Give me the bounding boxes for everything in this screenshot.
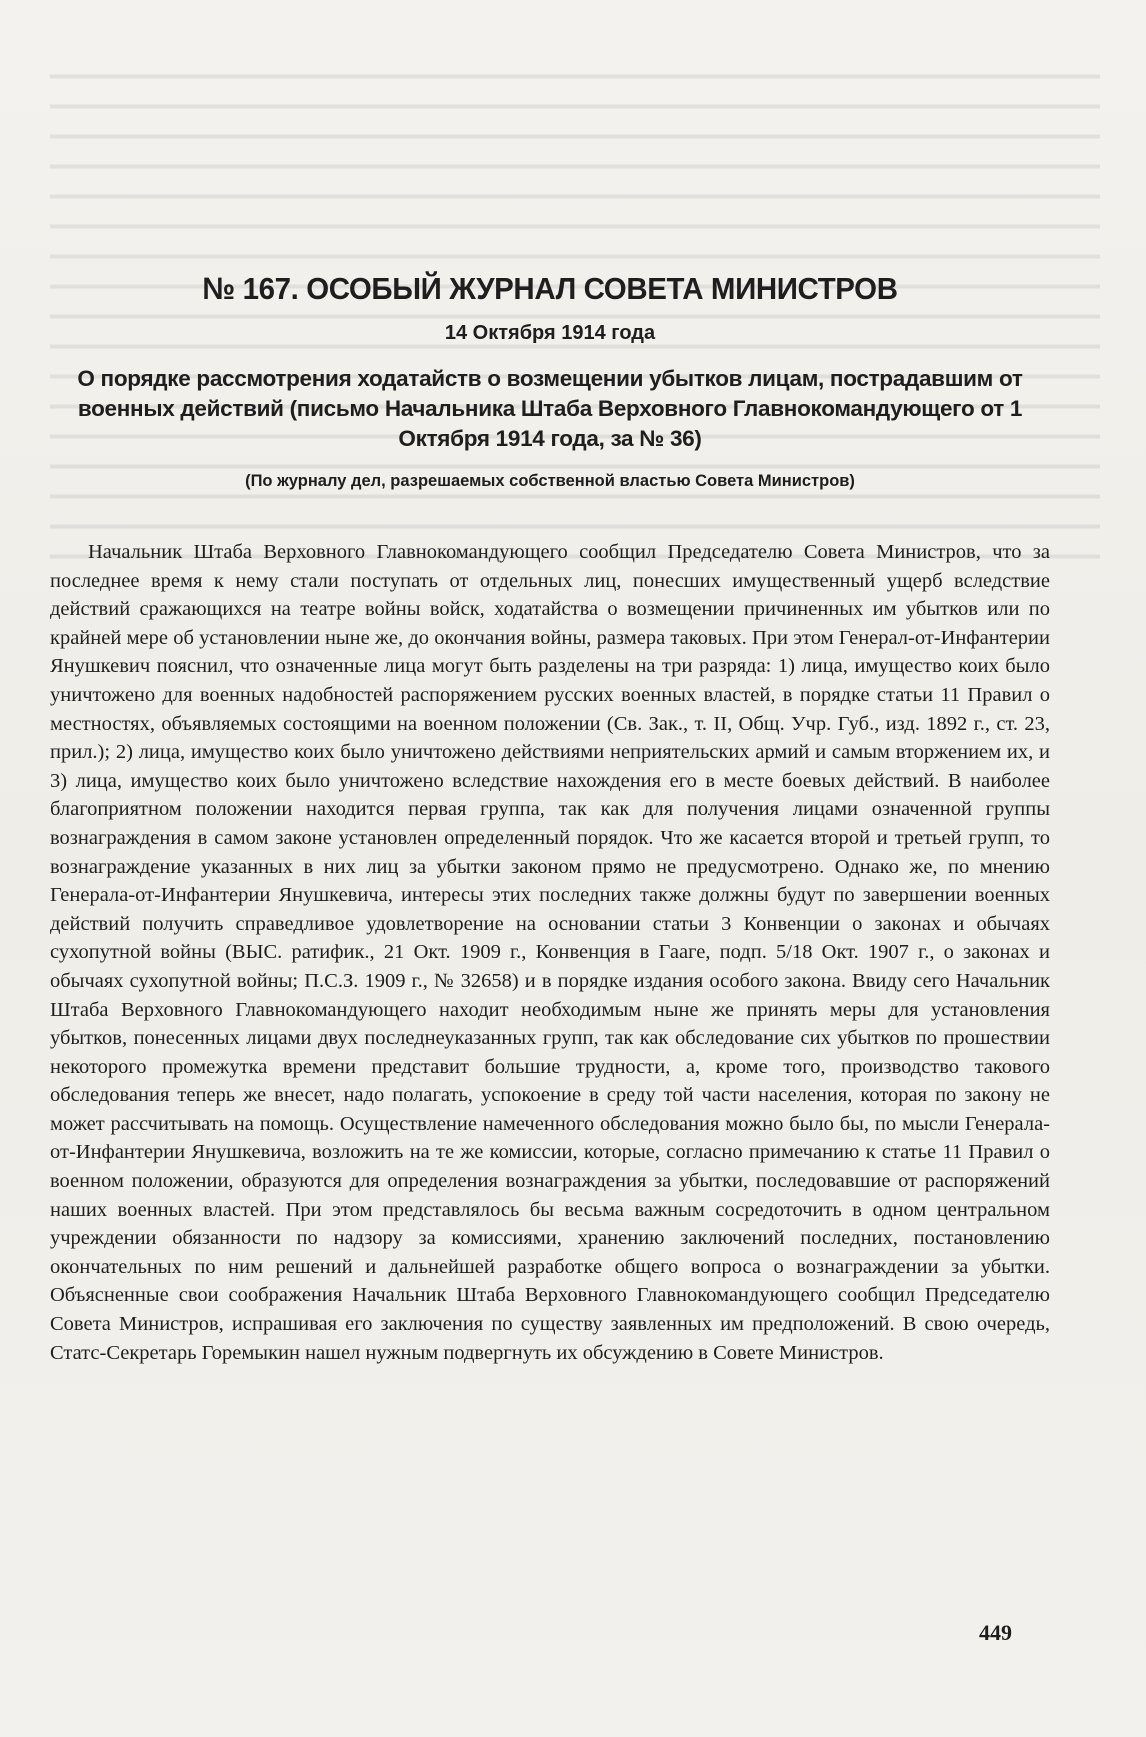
document-title: № 167. ОСОБЫЙ ЖУРНАЛ СОВЕТА МИНИСТРОВ [202, 271, 898, 306]
document-body: Начальник Штаба Верховного Главнокомандующего сообщил Председателю Совета Министров, что за последнее время к нему стали поступать от отдельных лиц, понесших имущественный ущерб вследствие действий сражающихся на театре войны войск, ходатайства о возмещении причиненных им убытков или по крайней мере об установлении ныне же, до окончания войны, размера таковых. При этом Генерал-от-Инфантерии Янушкевич пояснил, что означенные лица могут быть разделены на три разряда: 1) лица, имущество коих было уничтожено для военных надобностей распоряжением русских военных властей, в порядке статьи 11 Правил о местностях, объявляемых состоящими на военном положении (Св. Зак., т. II, Общ. Учр. Губ., изд. 1892 г., ст. 23, прил.); 2) лица, имущество коих было уничтожено действиями неприятельских армий и самым вторжением их, и 3) лица, имущество коих было уничтожено вследствие нахождения его в месте боевых действий. В наиболее благоприятном положении находится первая группа, так как для получения лицами означенной группы вознаграждения в самом законе установлен определенный порядок. Что же касается второй и третьей групп, то вознаграждение указанных в них лиц за убытки законом прямо не предусмотрено. Однако же, по мнению Генерала-от-Инфантерии Янушкевича, интересы этих последних также должны будут по завершении военных действий получить справедливое удовлетворение на основании статьи 3 Конвенции о законах и обычаях сухопутной войны (ВЫС. ратифик., 21 Окт. 1909 г., Конвенция в Гааге, подп. 5/18 Окт. 1907 г., о законах и обычаях сухопутной войны; П.С.З. 1909 г., № 32658) и в порядке издания особого закона. Ввиду сего Начальник Штаба Верховного Главнокомандующего находит необходимым ныне же принять меры для установления убытков, понесенных лицами двух последнеуказанных групп, так как обследование сих убытков по прошествии некоторого промежутка времени представит большие трудности, а, кроме того, производство такового обследования теперь же внесет, надо полагать, успокоение в среду той части населения, которая по закону не может рассчитывать на помощь. Осуществление намеченного обследования можно было бы, по мысли Генерала-от-Инфантерии Янушкевича, возложить на те же комиссии, которые, согласно примечанию к статье 11 Правил о военном положении, образуются для определения вознаграждения за убытки, последовавшие от распоряжений наших военных властей. При этом представлялось бы весьма важным сосредоточить в одном центральном учреждении обязанности по надзору за комиссиями, хранению заключений последних, постановлению окончательных по ним решений и дальнейшей разработке общего вопроса о вознаграждении за убытки. Объясненные свои соображения Начальник Штаба Верховного Главнокомандующего сообщил Председателю Совета Министров, испрашивая его заключения по существу заявленных им предположений. В свою очередь, Статс-Секретарь Горемыкин нашел нужным подвергнуть их обсуждению в Совете Министров. [50, 541, 1050, 1364]
document-date: 14 Октября 1914 года [444, 322, 656, 344]
page-number: 449 [979, 1620, 1012, 1645]
document-subject: О порядке рассмотрения ходатайств о возмещении убытков лицам, пострадавшим от военных действий (письмо Начальника Штаба Верховного Главнокомандующего от 1 Октября 1914 года, за № 36) [77, 366, 1023, 451]
document-note: (По журналу дел, разрешаемых собственной властью Совета Министров) [245, 472, 855, 490]
document-content [50, 270, 1050, 1367]
